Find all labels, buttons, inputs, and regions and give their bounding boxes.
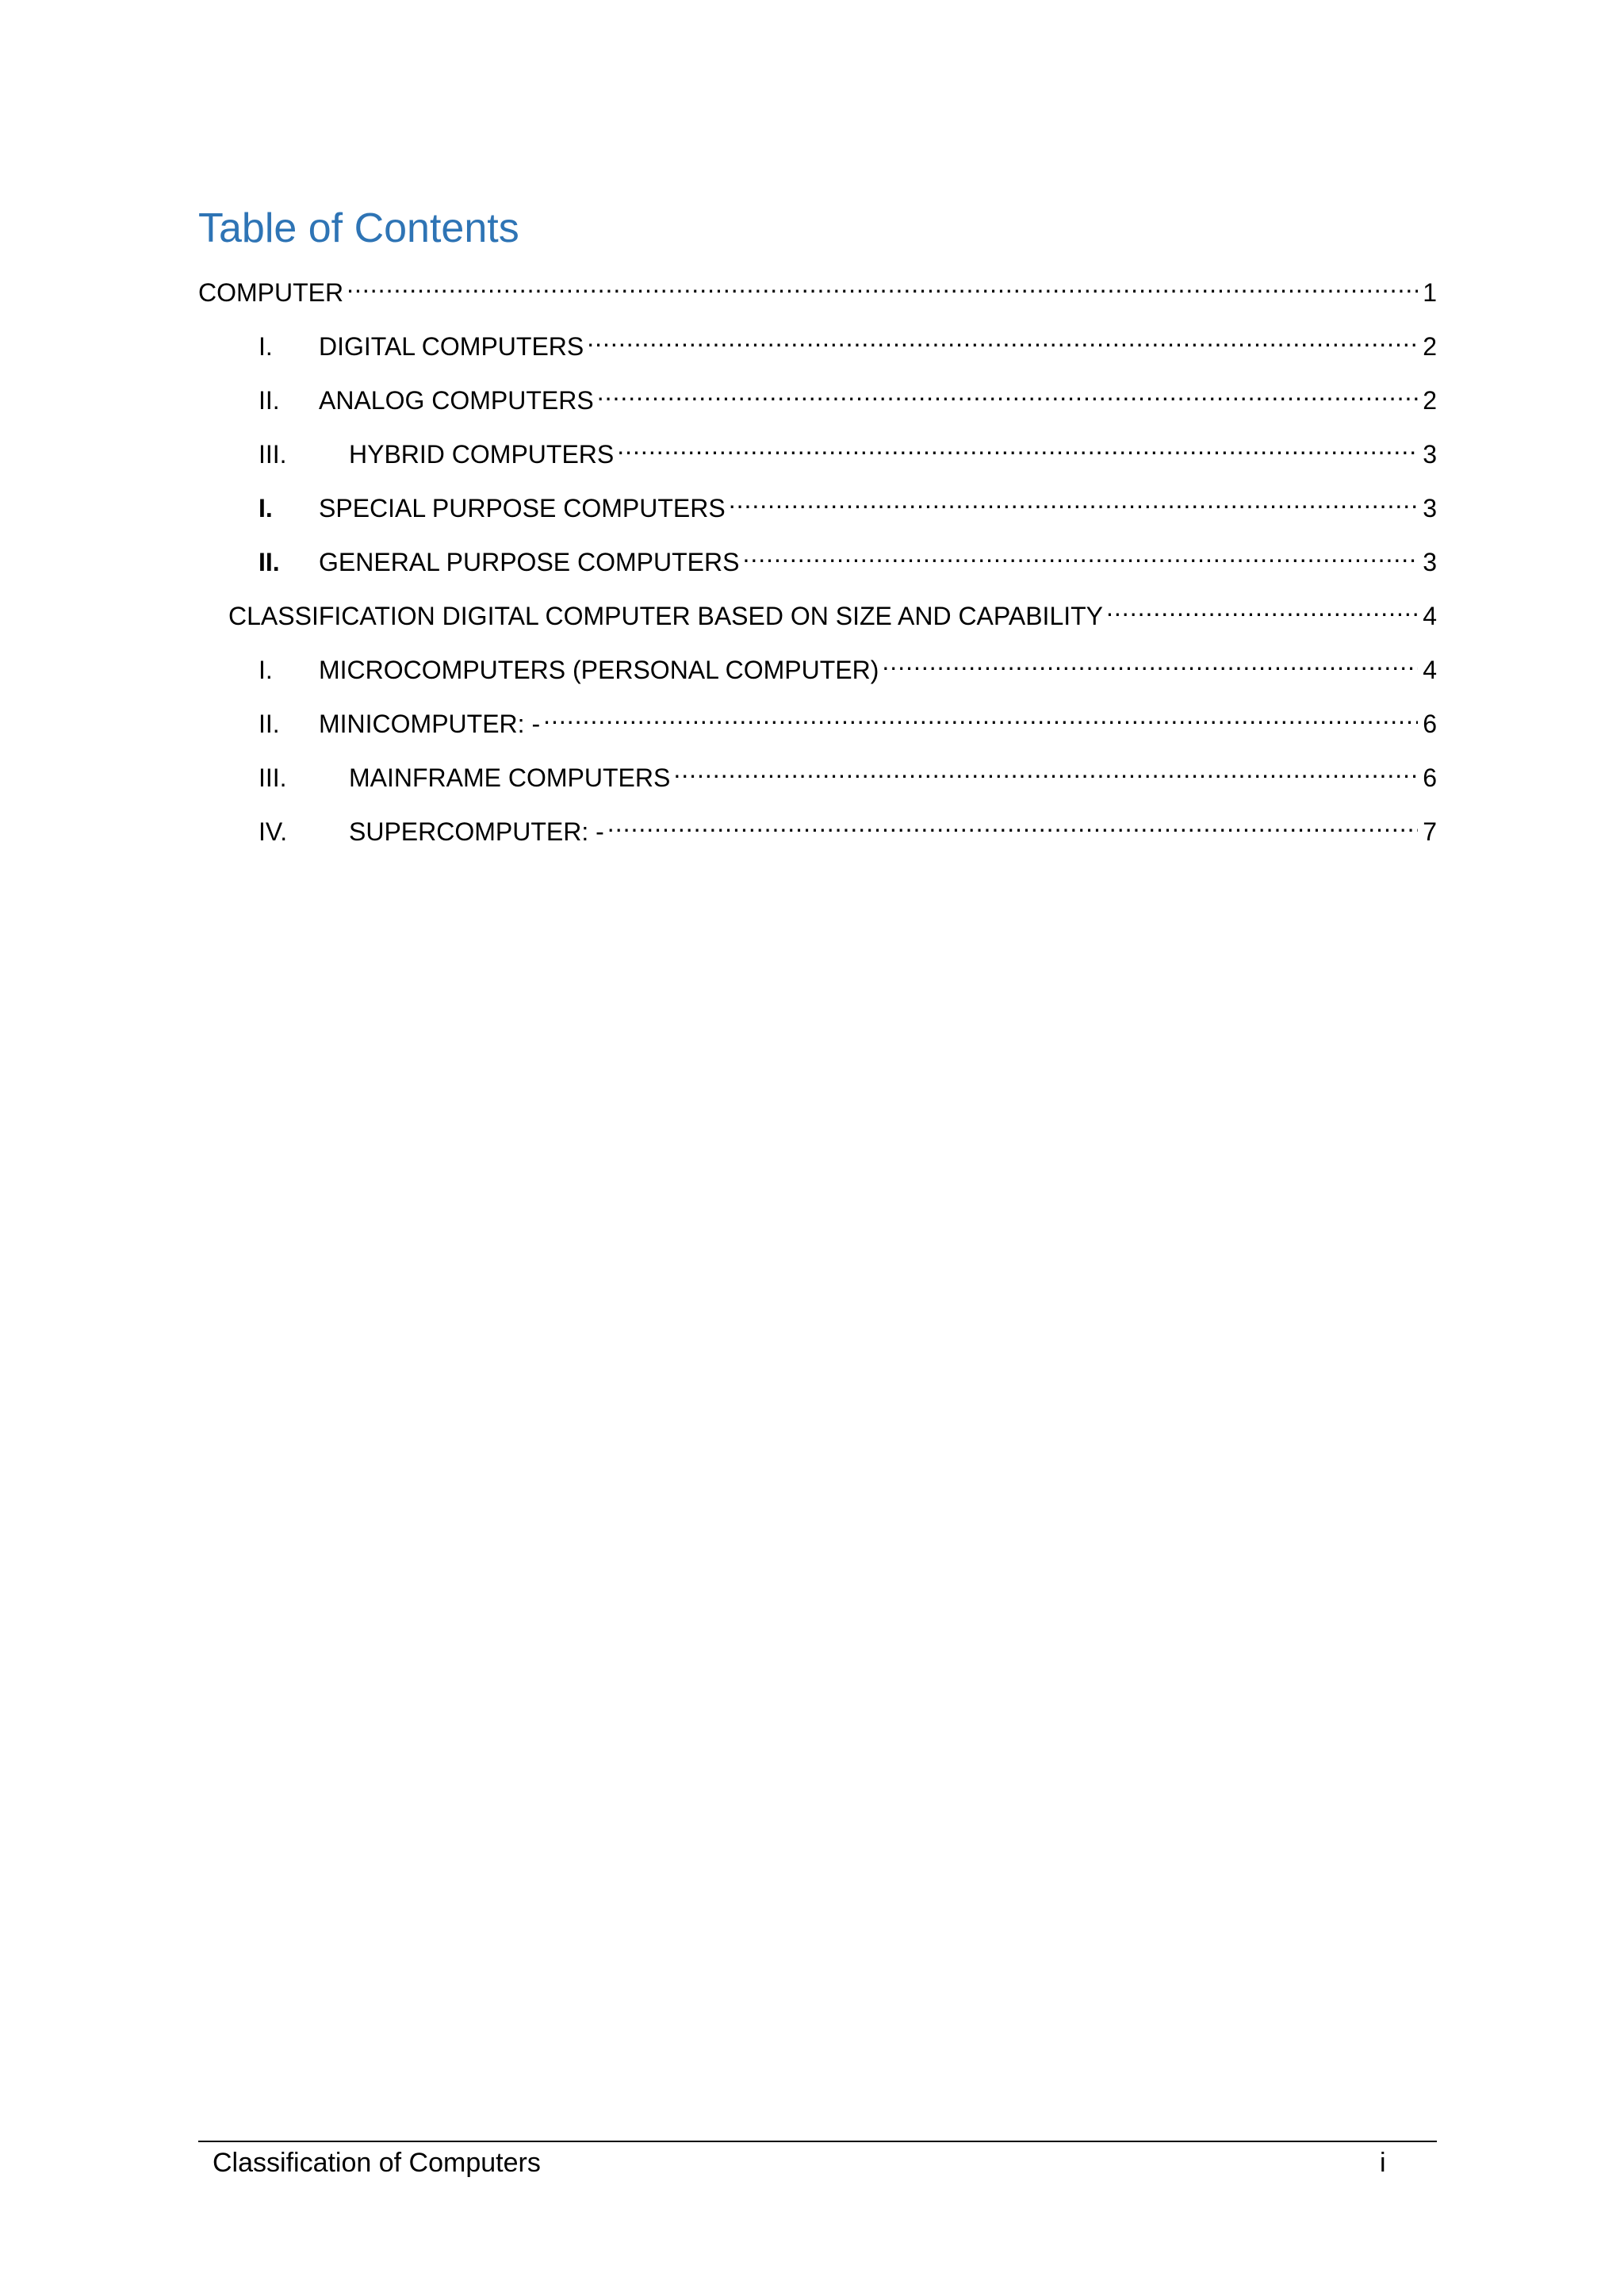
toc-dot-leader	[543, 698, 1418, 733]
toc-entry-minicomputer[interactable]	[198, 698, 1437, 738]
toc-entry-label: GENERAL PURPOSE COMPUTERS	[319, 548, 740, 576]
toc-entry-label: COMPUTER	[198, 278, 344, 307]
toc-entry-supercomputer[interactable]	[198, 806, 1437, 846]
toc-entry-label: MAINFRAME COMPUTERS	[349, 763, 671, 792]
toc-dot-leader	[742, 536, 1418, 571]
toc-entry-mainframe-computers[interactable]	[198, 752, 1437, 792]
toc-entry-page: 6	[1423, 763, 1437, 792]
toc-entry-page: 3	[1423, 494, 1437, 522]
toc-entry-number: III.	[259, 763, 287, 792]
toc-entry-label: HYBRID COMPUTERS	[349, 440, 615, 469]
footer-divider	[198, 2141, 1437, 2142]
toc-entry-label: MINICOMPUTER: -	[319, 710, 541, 738]
toc-entry-label: SPECIAL PURPOSE COMPUTERS	[319, 494, 726, 522]
toc-title: Table of Contents	[198, 205, 519, 251]
toc-entry-computer[interactable]	[198, 266, 1437, 307]
toc-entry-label: DIGITAL COMPUTERS	[319, 332, 584, 361]
toc-entry-number: II.	[259, 386, 280, 415]
toc-entry-page: 2	[1423, 332, 1437, 361]
toc-dot-leader	[587, 320, 1418, 355]
toc-dot-leader	[1106, 590, 1418, 625]
toc-entry-number: II.	[259, 710, 280, 738]
toc-entry-page: 3	[1423, 440, 1437, 469]
toc-dot-leader	[347, 266, 1418, 301]
toc-entry-number: IV.	[259, 817, 288, 846]
toc-dot-leader	[617, 428, 1418, 463]
toc-entry-microcomputers[interactable]	[198, 644, 1437, 684]
toc-entry-hybrid-computers[interactable]	[198, 428, 1437, 469]
toc-entry-label: CLASSIFICATION DIGITAL COMPUTER BASED ON SIZE AND CAPABILITY	[228, 602, 1104, 630]
toc-entry-page: 6	[1423, 710, 1437, 738]
toc-entry-analog-computers[interactable]	[198, 374, 1437, 415]
toc-entry-number: I.	[259, 494, 273, 522]
toc-entry-number: II.	[259, 548, 280, 576]
toc-dot-leader	[597, 374, 1418, 409]
toc-entry-classification-digital-computer[interactable]	[198, 590, 1437, 630]
toc-entry-label: SUPERCOMPUTER: -	[349, 817, 604, 846]
toc-entry-page: 4	[1423, 602, 1437, 630]
toc-entry-number: I.	[259, 656, 273, 684]
toc-entry-number: III.	[259, 440, 287, 469]
toc-entry-page: 7	[1423, 817, 1437, 846]
toc-entry-special-purpose-computers[interactable]	[198, 482, 1437, 522]
toc-entry-page: 2	[1423, 386, 1437, 415]
toc-entry-label: ANALOG COMPUTERS	[319, 386, 594, 415]
toc-entry-label: MICROCOMPUTERS (PERSONAL COMPUTER)	[319, 656, 879, 684]
toc-dot-leader	[729, 482, 1418, 517]
toc-entry-general-purpose-computers[interactable]	[198, 536, 1437, 576]
toc-dot-leader	[882, 644, 1418, 679]
toc-entry-page: 1	[1423, 278, 1437, 307]
toc-dot-leader	[607, 806, 1418, 840]
toc-entry-number: I.	[259, 332, 273, 361]
footer-page-number: i	[1380, 2148, 1386, 2178]
toc-entry-digital-computers[interactable]	[198, 320, 1437, 361]
toc-dot-leader	[673, 752, 1418, 786]
footer-title: Classification of Computers	[213, 2148, 541, 2178]
toc-entry-page: 3	[1423, 548, 1437, 576]
toc-entry-page: 4	[1423, 656, 1437, 684]
